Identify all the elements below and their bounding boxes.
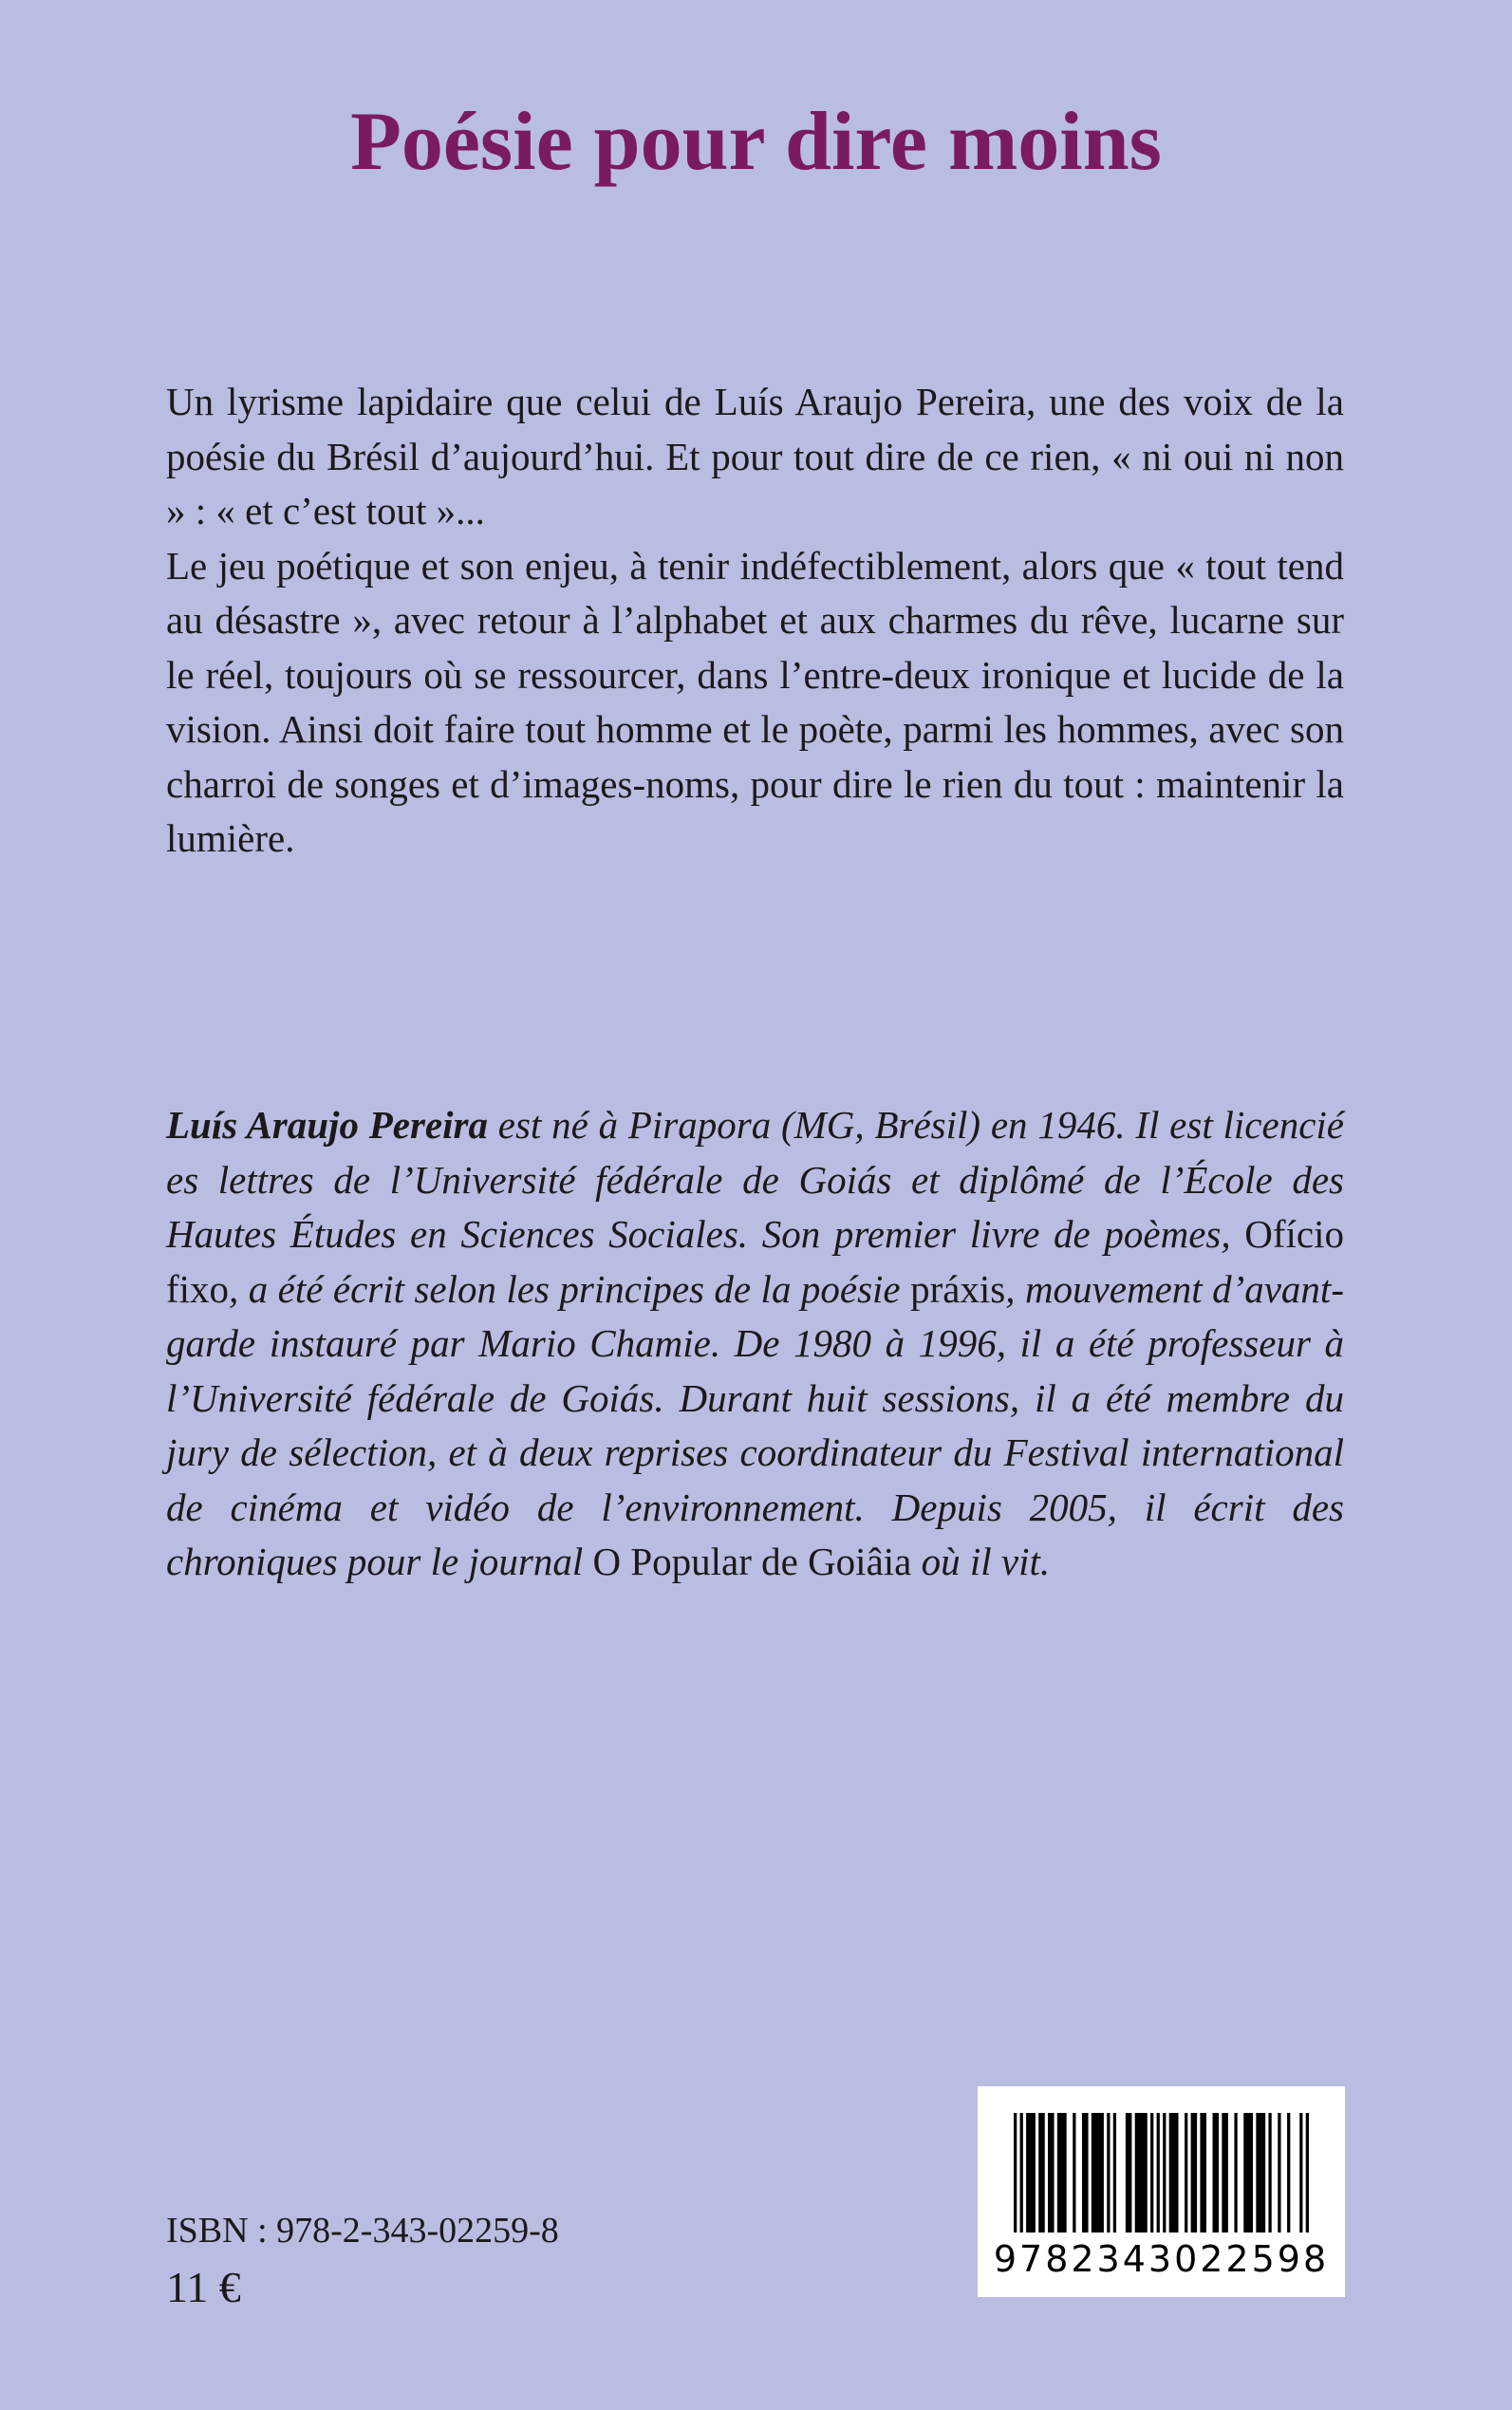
- barcode-bar: [1026, 2113, 1036, 2233]
- barcode-bar: [1222, 2113, 1228, 2233]
- poetry-movement: práxis: [910, 1266, 1006, 1311]
- summary-paragraph-1: Un lyrisme lapidaire que celui de Luís Araujo Pereira, une des voix de la poésie du Brésil d’aujourd’hui. Et pour tout dire de ce rien, « ni oui ni non » : « et c’est tout »...: [166, 380, 1344, 532]
- barcode-bar: [1020, 2113, 1023, 2233]
- barcode-bar: [1185, 2113, 1187, 2233]
- barcode-bars-icon: [1014, 2113, 1309, 2233]
- barcode-bar: [1200, 2113, 1206, 2233]
- bio-text-1: est né à Pirapora (MG, Brésil) en 1946. Il est licencié es lettres de l’Université fédérale de Goiás et diplômé de l’École des Hautes Études en Sciences Sociales. Son premier livre de poèmes,: [166, 1103, 1344, 1256]
- first-book-title: Ofício fixo: [166, 1212, 1344, 1311]
- barcode-bar: [1299, 2113, 1302, 2233]
- barcode-bar: [1038, 2113, 1045, 2233]
- barcode-bar: [1107, 2113, 1110, 2233]
- barcode-bar: [1135, 2113, 1148, 2233]
- barcode-bar: [1268, 2113, 1271, 2233]
- book-title: Poésie pour dire moins: [350, 96, 1162, 188]
- barcode-bar: [1014, 2113, 1017, 2233]
- barcode-bar: [1169, 2113, 1179, 2233]
- barcode-bar: [1243, 2113, 1253, 2233]
- barcode-bar: [1287, 2113, 1290, 2233]
- barcode-bar: [1256, 2113, 1265, 2233]
- barcode-bar: [1306, 2113, 1309, 2233]
- summary-section: [166, 375, 1344, 867]
- summary-paragraph-2: Le jeu poétique et son enjeu, à tenir indéfectiblement, alors que « tout tend au désastre », avec retour à l’alphabet et aux charmes du rêve, lucarne sur le réel, toujours où se ressourcer, dans l’entre-deux ironique et lucide de la vision. Ainsi doit faire tout homme et le poète, parmi les hommes, avec son charroi de songes et d’images-noms, pour dire le rien du tout : maintenir la lumière.: [166, 543, 1344, 860]
- barcode-bar: [1048, 2113, 1055, 2233]
- author-bio-section: [166, 1098, 1344, 1590]
- barcode-bar: [1278, 2113, 1280, 2233]
- barcode-bar: [1126, 2113, 1132, 2233]
- newspaper-name: O Popular de Goiâia: [592, 1540, 912, 1583]
- barcode-bar: [1082, 2113, 1089, 2233]
- isbn-label: ISBN : 978-2-343-02259-8: [166, 2211, 559, 2251]
- price-label: 11 €: [166, 2263, 241, 2311]
- bio-text-2: , a été écrit selon les principes de la poésie: [229, 1266, 911, 1311]
- barcode-bar: [1234, 2113, 1237, 2233]
- barcode-bar: [1057, 2113, 1067, 2233]
- author-name: Luís Araujo Pereira: [166, 1103, 488, 1147]
- barcode-bar: [1191, 2113, 1198, 2233]
- barcode-bar: [1073, 2113, 1075, 2233]
- barcode: [978, 2086, 1345, 2297]
- author-bio-paragraph: [166, 1098, 1344, 1590]
- barcode-bar: [1213, 2113, 1220, 2233]
- bio-text-4: où il vit.: [911, 1540, 1051, 1583]
- barcode-bar: [1092, 2113, 1104, 2233]
- barcode-bar: [1113, 2113, 1116, 2233]
- bio-text-3: , mouvement d’avant-garde instauré par Mario Chamie. De 1980 à 1996, il a été professeur à l’Université fédérale de Goiás. Durant huit sessions, il a été membre du jury de sélection, et à deux reprises coordinateur du Festival international de cinéma et vidéo de l’environnement. Depuis 2005, il écrit des chroniques pour le journal: [166, 1266, 1344, 1583]
- barcode-bar: [1163, 2113, 1166, 2233]
- barcode-bar: [1157, 2113, 1160, 2233]
- barcode-bar: [1150, 2113, 1153, 2233]
- barcode-digits: 9782343022598: [993, 2238, 1330, 2280]
